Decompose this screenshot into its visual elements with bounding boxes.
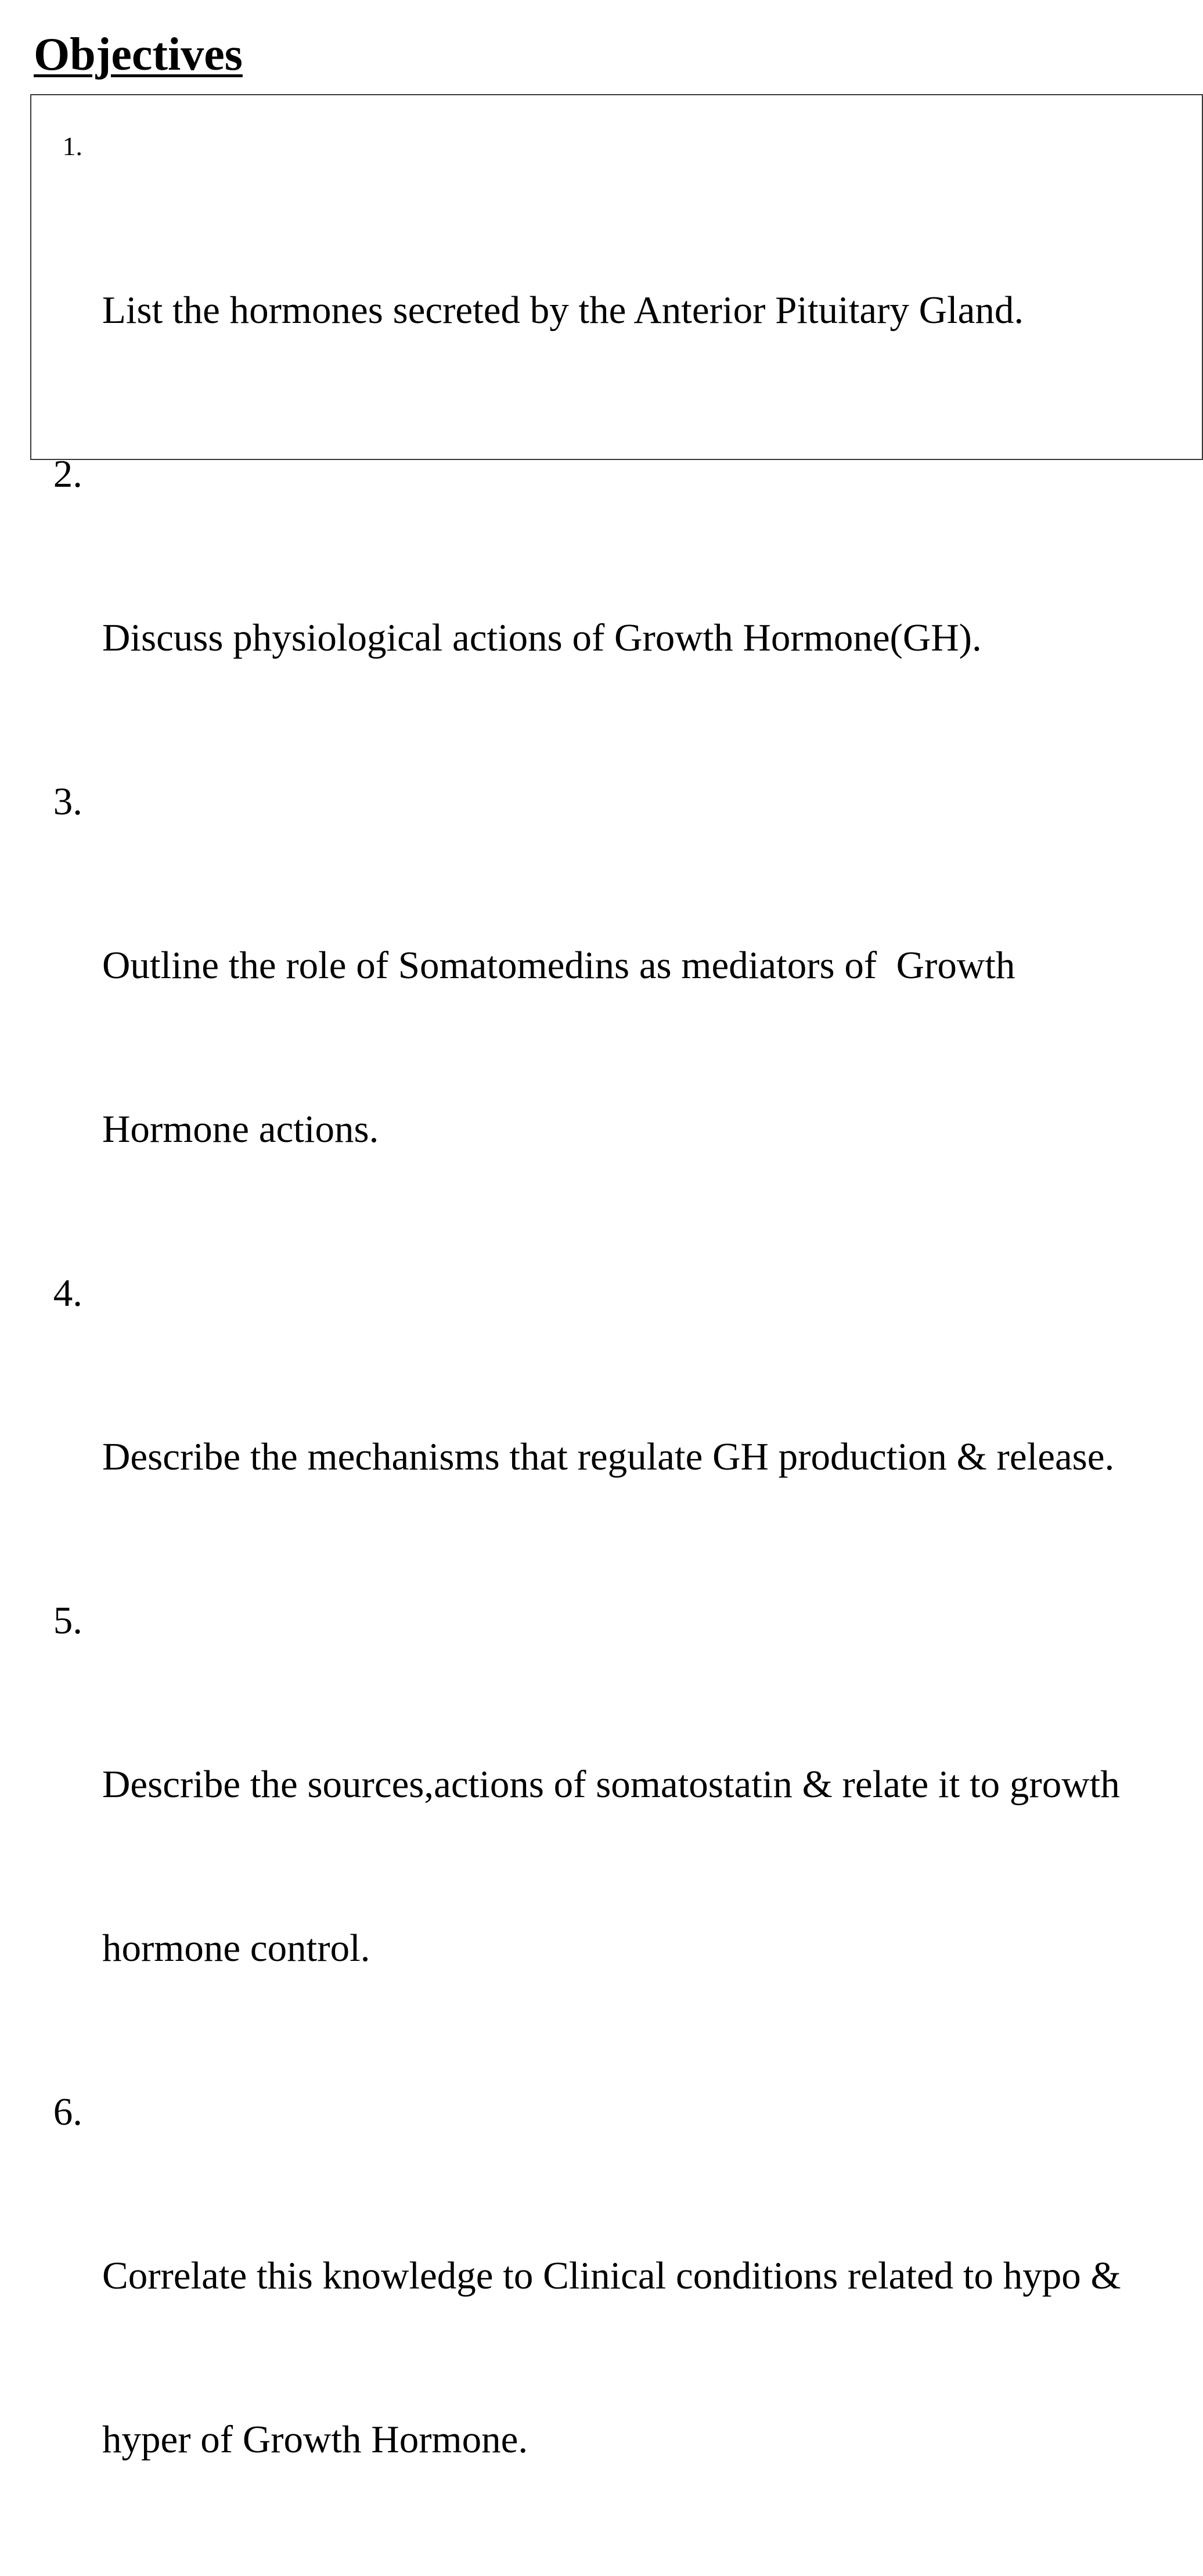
objective-line: hyper of Growth Hormone. (102, 2418, 528, 2461)
objective-item-1 (0, 119, 1189, 447)
objective-item-4 (0, 1266, 1189, 1593)
objective-number: 6. (53, 2090, 82, 2133)
objective-number: 3. (53, 780, 82, 823)
slide-title: Objectives (34, 29, 243, 80)
objective-item-6 (0, 2085, 1189, 2576)
objective-line: List the hormones secreted by the Anterior Pituitary Gland. (102, 289, 1024, 332)
objective-line: Correlate this knowledge to Clinical conditions related to hypo & (102, 2254, 1121, 2297)
objective-number: 1. (62, 131, 82, 161)
objective-item-2 (0, 447, 1189, 774)
objective-line: hormone control. (102, 1927, 370, 1970)
objective-number: 4. (53, 1271, 82, 1314)
objective-line: Discuss physiological actions of Growth Hormone(GH). (102, 616, 982, 659)
objectives-list (0, 119, 1189, 2576)
objective-line: Outline the role of Somatomedins as mediators of Growth (102, 944, 1015, 987)
objective-number: 5. (53, 1599, 82, 1642)
objective-number: 2. (53, 452, 82, 495)
objective-item-5 (0, 1593, 1189, 2085)
objective-item-3 (0, 774, 1189, 1266)
objective-line: Hormone actions. (102, 1108, 379, 1151)
objective-line: Describe the mechanisms that regulate GH production & release. (102, 1435, 1115, 1478)
objective-line: Describe the sources,actions of somatostatin & relate it to growth (102, 1763, 1120, 1806)
